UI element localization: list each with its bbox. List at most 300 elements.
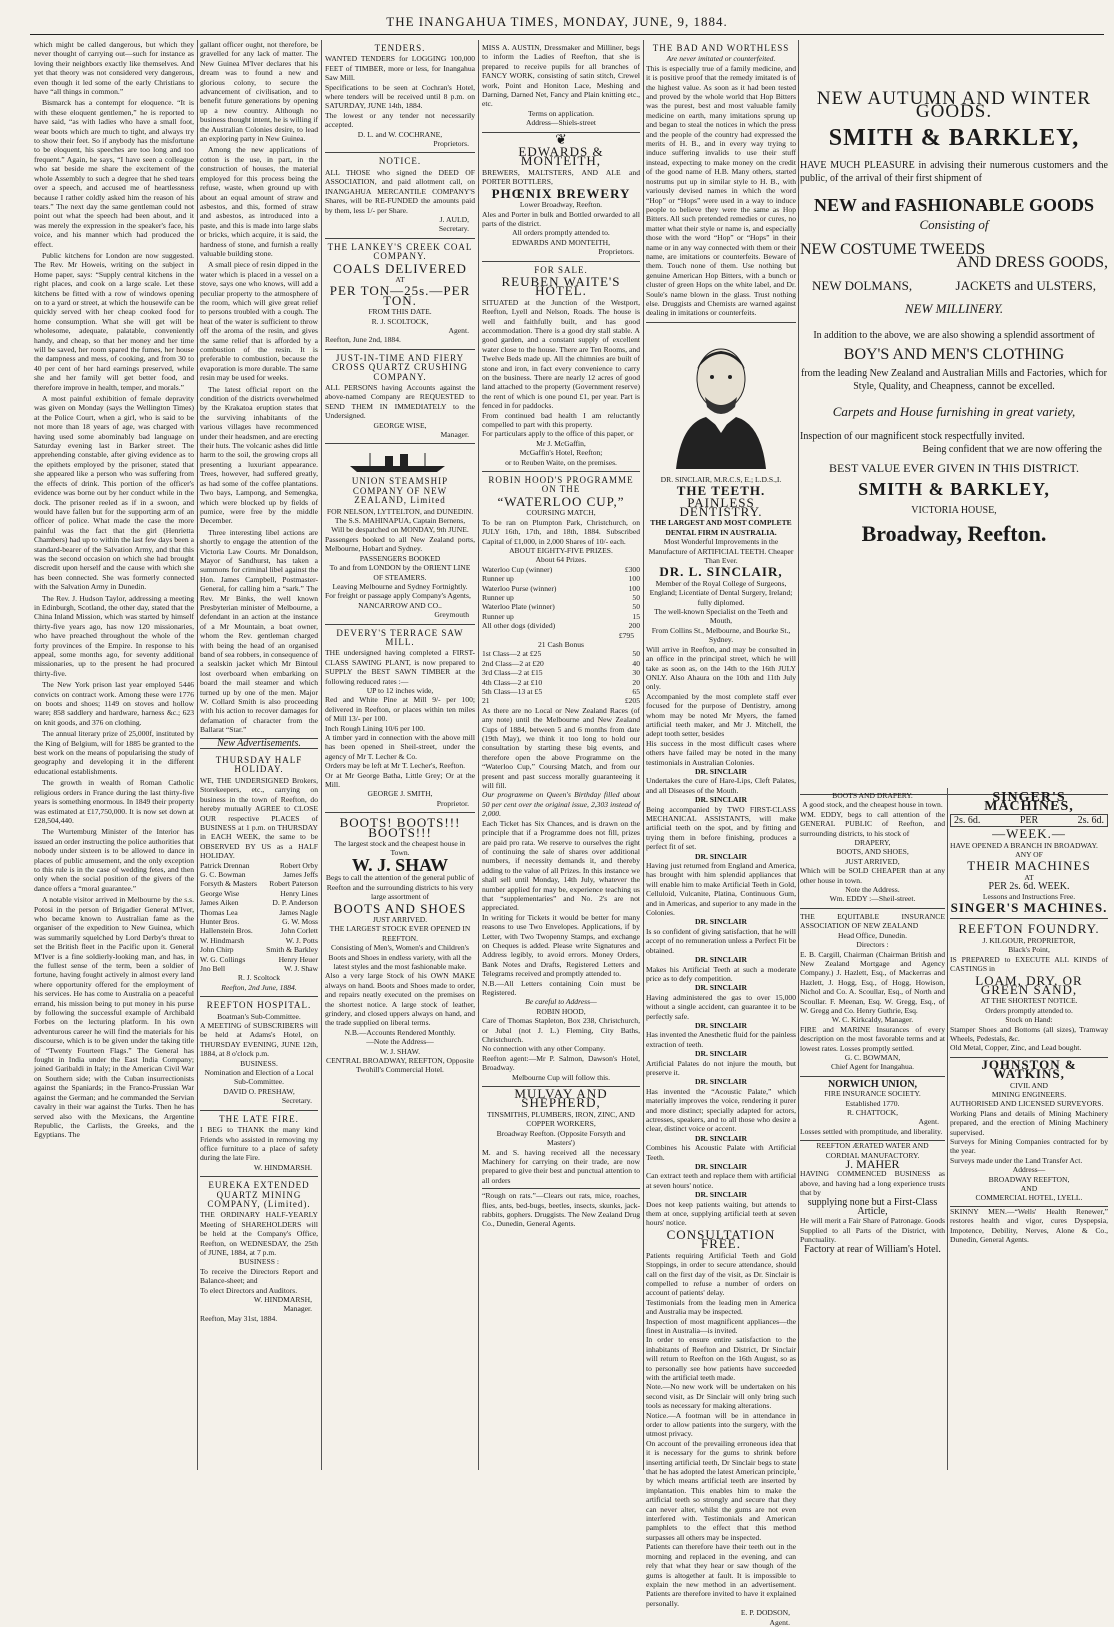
column-divider [478,40,479,1470]
ad-body: N.B.—All Letters containing Coin must be Registered. [482,978,640,997]
ad-title: THE EQUITABLE INSURANCE ASSOCIATION OF NEW ZEALAND [800,911,945,931]
table-cell: Runner up [482,592,514,602]
masthead: THE INANGAHUA TIMES, MONDAY, JUNE, 9, 1884. [386,14,728,29]
sinclair-item: Being accompanied by TWO FIRST-CLASS MECHANICAL ASSISTANTS, will make artificial teeth on the spot, and by fitting and trying them in before finishing, produces a perfect fit of set. [646,804,796,852]
ad-headline: BOY'S AND MEN'S CLOTHING [843,346,1065,363]
ad-dr-sinclair [646,329,796,1627]
ad-eureka [200,1177,318,1327]
ad-body: Surveys made under the Land Transfer Act. [950,1155,1083,1165]
ad-signature: D. L. and W. COCHRANE, [357,129,443,139]
signatory: James Jeffs [283,869,318,879]
table-cell: 21 [482,696,490,706]
ad-body: I BEG to THANK the many kind Friends who assisted in removing my office furniture to a place of safety during the late Fire. [200,1125,318,1163]
ad-headline: PAINLESS DENTISTRY. [679,494,763,519]
ad-text: FIRE INSURANCE SOCIETY. [824,1089,921,1099]
ad-signature-title: Manager. [440,430,469,440]
news-paragraph: The Rev. J. Hudson Taylor, addressing a meeting in Edinburgh, Scotland, the other day, stated that the China Inland Mission, which was started by himself thirty-five years ago, has now 120 missionaries, who have preached throughout the whole of the forty provinces of the Empire. In response to his appeal, some months ago, for seventy additional missionaries, up to the present he had procured thirty-five. [34,593,194,678]
table-cell: All other dogs (divided) [482,621,556,631]
ad-body: “Rough on rats.”—Clears out rats, mice, roaches, flies, ants, bed-bugs, beetles, insects, skunks, jack-rabbits, gophers. Druggists. The New Zealand Drug Co., Dunedin, General Agents. [482,1188,640,1229]
ad-signature-title: Proprietors. [433,139,469,149]
ad-body: Care of Thomas Stapleton, Box 238, Christchurch, or Jubal (not J. L.) Fleming, City Baths, Christchurch. [482,1016,640,1045]
ad-smith-barkley [800,88,1108,795]
ad-title: THURSDAY HALF HOLIDAY. [215,755,303,775]
ad-body: A MEETING of SUBSCRIBERS will be held at Adams's Hotel, on THURSDAY EVENING, JUNE 12th, 1884, at 8 o'clock p.m. [200,1021,318,1059]
ad-text: Most Wonderful Improvements in the Manufacture of ARTIFICIAL TEETH. Cheaper Than Ever. [648,537,794,566]
ad-eddy [800,788,945,909]
ad-text: Consisting of [919,217,989,232]
ad-body: WE, THE UNDERSIGNED Brokers, Storekeepers, etc., carrying on business in the town of Reefton, do hereby mutually AGREE to CLOSE OUR respective PLACES of BUSINESS at 1 p.m. on THURSDAY in EACH WEEK, the same to be OBSERVED BY US as a HALF HOLIDAY. [200,775,318,861]
ad-signature: DAVID O. PRESHAW, [223,1086,295,1096]
ad-label: BUSINESS : [239,1257,279,1267]
ad-text: UP to 12 inches wide, [366,685,434,695]
table-cell: 4th Class—2 at £10 [482,677,543,687]
column-3-ads [325,40,475,1470]
sinclair-item: Can extract teeth and replace them with artificial at seven hours' notice. [646,1171,796,1190]
ad-body: Passengers booked to all New Zealand ports, Melbourne, Hobart and Sydney. [325,534,475,554]
sinclair-heading: DR. SINCLAIR [695,1077,747,1087]
ad-headline: PHŒNIX BREWERY [491,185,631,201]
ad-headline: “WATERLOO CUP,” [497,493,625,509]
ad-text: Melbourne Cup will follow this. [511,1072,611,1082]
ad-text: Address— [1012,1165,1046,1175]
table-row [482,678,640,687]
prize-total: £795 [618,630,634,640]
sinclair-heading: DR. SINCLAIR [695,766,747,776]
ad-signature-title: Manager. [283,1304,312,1314]
ad-text: MINING ENGINEERS. [991,1089,1067,1099]
ad-text: AT THE SHORTEST NOTICE. [980,996,1078,1006]
sinclair-item: Has invented the Anesthetic fluid for the painless extraction of teeth. [646,1030,796,1049]
ad-body: Consisting of Men's, Women's and Children's Boots and Shoes in endless variety, with all the latest styles and the most fashionable make. [328,943,472,971]
table-cell: £205 [624,696,640,706]
price-row [950,814,1108,827]
news-paragraph: Among the new applications of cotton is the use, in part, in the construction of houses, the material employed for this process being the refuse, waste, when ground up with about an equal amount of straw and asbestos, and this, formed of straw and asbestos, as introduced into a paste, and this is made into large slabs or bricks, which acquire, it is said, the hardness of stone, and furnish a really valuable building stone. [200,145,318,258]
ad-signature: ROBIN HOOD, [536,1006,586,1016]
ad-headline: SMITH & BARKLEY, [828,125,1080,151]
signatory: G. C. Bowman [200,869,246,879]
ad-body: Old Metal, Copper, Zinc, and Lead bought. [950,1043,1082,1053]
signatory: Hunter Bros. [200,916,240,926]
ad-body: Begs to call the attention of the general public of Reefton and the surrounding districts to his very large assortment of [325,873,475,902]
ad-text: Mr J. McGaffin, [536,438,586,448]
ad-headline: THEIR MACHINES [967,858,1091,874]
ad-signature-title: Chief Agent for Inangahua. [830,1062,915,1072]
portrait-caption: DR. SINCLAIR, M.R.C.S, E.; L.D.S.,I. [660,474,782,484]
signatory: James Aiken [200,898,239,908]
table-cell: 100 [628,574,640,584]
ad-body: THE ORDINARY HALF-YEARLY Meeting of SHAREHOLDERS will be held at the Company's Office, Reefton, on WEDNESDAY, the 25th of JUNE, 1884, at 7 p.m. [200,1210,318,1257]
signatory-row [200,908,318,917]
table-cell: 65 [632,687,640,696]
ad-just-in-time [325,350,475,445]
ad-text: Will be despatched on MONDAY, 9th JUNE. [331,525,469,535]
ad-body: Losses settled with promptitude, and liberality. [800,1126,943,1136]
ad-signature-title: Agent. [448,325,469,335]
ad-text: Address—Shiels-street [525,118,597,128]
ad-body: Which will be SOLD CHEAPER than at any other house in town. [800,866,945,885]
sinclair-heading: DR. SINCLAIR [695,851,747,861]
ad-text: PER 2s. 6d. WEEK. [988,881,1070,893]
signatory: W. J. Shaw [284,964,318,973]
table-cell: 5th Class—13 at £5 [482,687,543,696]
ad-reefton-foundry [950,919,1108,1057]
ad-headline: LOAM, DRY, OR GREEN SAND, [975,972,1083,997]
ad-text: AT [395,274,405,284]
ad-body: From continued bad health I am reluctantly compelled to part with this property. [482,410,640,430]
signatory: Forsyth & Masters [200,879,257,889]
ad-title: REEFTON HOSPITAL. [206,1000,312,1011]
signatory: R. J. Scoltock [237,973,281,983]
ad-signature-title: Proprietor. [436,798,469,808]
ad-date: Reefton, June 2nd, 1884. [325,335,401,345]
table-cell: 3rd Class—2 at £15 [482,668,543,678]
ad-body: Inspection of our magnificent stock respectfully invited. [800,431,1025,442]
column-divider [197,40,198,1470]
news-paragraph: The Wurtemburg Minister of the Interior has issued an order instructing the police authorities that nobody under sixteen is to be allowed to dance in places of public amusement, and the only exception to this rule is in the case of wedding fetes, and then only when the social position of the givers of the dance offers a “moral guarantee.” [34,827,194,893]
column-divider [798,40,799,1470]
price: 2s. 6d. [954,814,981,826]
ad-text: Stock on Hand: [1005,1015,1053,1025]
signatory-row [200,955,318,964]
news-paragraph: Bismarck has a contempt for eloquence. “It is with these eloquent gentlemen,” he is reported to have said, “as with ladies who have a small foot, wear boots which are much to tight, and always try to show their feet. So if anybody has the misfortune to be eloquent, his speeches are too long and too frequent.” Again, he says, “I have seen a colleague who sat beside me share the excitement of the whole Assembly to such a degree that he shed tears over a speech, and accused me of heartlessness because I rather coldly asked him the reason of his tears.” The next day the same gentleman could not point out what the speech had been about, and it was merely the expression in the speaker's face, his voice, and his manner which had produced the effect. [34,98,194,249]
table-cell: 200 [628,621,640,631]
ad-signature: W. J. SHAW. [380,1046,420,1056]
ad-text: Note the Address. [845,885,900,895]
ad-text: Leaving Melbourne and Sydney Fortnightly. [332,581,468,591]
ad-text: PASSENGERS BOOKED [359,553,441,563]
table-cell: 20 [632,677,640,687]
table-row [482,612,640,621]
ad-text: Directors : [856,940,889,950]
ad-text: FOR NELSON, LYTTELTON, and DUNEDIN. [326,506,474,516]
ad-mulvay-shepherd [482,1086,640,1229]
table-cell: £300 [624,564,640,574]
ad-body: AUTHORISED AND LICENSED SURVEYORS. [950,1099,1104,1109]
ad-headline: SINGER'S MACHINES. [950,900,1108,916]
sinclair-item: Combines his Acoustic Palate with Artificial Teeth. [646,1143,796,1162]
ad-edwards-monteith [482,133,640,262]
portrait-image [661,329,781,469]
ad-headline: SINGER'S MACHINES, [984,790,1074,815]
ad-signature: NANCARROW AND CO.. [358,600,442,610]
ad-label: BUSINESS. [240,1058,278,1068]
ad-text: COMMERCIAL HOTEL, LYELL. [975,1193,1083,1203]
signatory-row [200,926,318,935]
ad-body: Orders may be left at Mr T. Lecher's, Reefton. [325,761,466,771]
news-paragraph: A notable visitor arrived in Melbourne by the s.s. Potosi in the person of Brigadier General M'Iver, who became known to Australian fame as the organiser of the expedition to New Guinea, which was summarily squelched by Lord Derby's threat to set the British fleet in the Pacific upon it. General M'Iver is a fine soldierly-looking man, and has, in the fullest sense of the term, been a soldier of fortune, having fought actively in almost every land where opportunity offered for the employment of his services. He has come to Australia on a peaceful errand, his mission being to put money in his purse by following the successful example of Archibald Forbes on the lecturing platform. In his own adventurous career he will find the materials for his discourse, which is to be given under the taking title of “Twenty Fourteen Flags.” The General has fought in India under the East India Company; joined Garibaldi in Italy; in the American Civil War on Southern side; with the Cuban insurrectionists against the Spaniards; in the Franco-Prussian War against the German; and he commanded the Servian cavalry in their war against the Turks. Then he has served also with the Mexicans, the Argentine Republic, the Carlists, the Greeks, and the Egyptians. The [34,895,194,1140]
news-paragraph: gallant officer ought, not therefore, be gravelled for any lack of matter. The New Guinea M'Iver declares that his dream was to found a new and glorious colony, to secure the advancement of civilisation, and to benefit future generations by opening up a new country. Although no business thought intent, he is willing if the Australian Colonies desire, to lead an exploring party in New Guinea. [200,40,318,144]
ad-signature-title: Proprietors. [598,247,634,257]
ad-body: Also a very large Stock of his OWN MAKE always on hand. Boots and Shoes made to order, and repairs neatly executed on the premises on the shortest notice. A large stock of leather, grindery, and closed uppers always on hand, and the trade supplied on liberal terms. [325,971,475,1028]
ad-text: Terms on application. [528,108,594,118]
ad-coal [325,239,475,350]
ad-title: BOOTS AND DRAPERY. [832,791,913,800]
ad-text: DRAPERY, [854,838,891,848]
ad-body: As there are no Local or New Zealand Races (of any note) until the Melbourne and New Zealand Cups of 1884, between 5 and 6 months from date (19th May), we think it too long to hold our consultation by starting these big events, and therefore open the above Programme on the “Waterloo Cup,” Coursing Match, and from our present and past success morally guaranteeing it will fill. [482,705,640,791]
ad-headline: —WEEK.— [992,826,1066,842]
ad-headline: NEW AUTUMN AND WINTER GOODS. [816,88,1092,122]
ad-text: All orders promptly attended to. [512,228,610,238]
sinclair-item: Is so confident of giving satisfaction, that he will accept of no remuneration unless a Perfect Fit be obtained. [646,926,796,955]
ad-text: Member of the Royal College of Surgeons, England; Licentiate of Dental Surgery, Ireland; fully diplomed. [649,578,793,607]
table-cell: 1st Class—2 at £25 [482,649,542,659]
steamship-icon [345,451,455,473]
ad-body: WM. EDDY, begs to call attention of the GENERAL PUBLIC of Reefton, and surrounding districts, to his stock of [800,809,945,838]
ad-text: BOOTS, AND SHOES, [836,847,909,857]
news-paragraph: Three interesting libel actions are shortly to engage the attention of the Victoria Law Courts. Mr Donaldson, Mayor of Sandhurst, has taken a summons for criminal libel against the Hon. James Campbell, Postmaster-General, for calling him a “sark.” The Rev. Mr Binks, the well known Presbyterian minister of Melbourne, a defendant in an action at the instance of a Mr Mountain, a boat owner, whom the Rev. gentleman charged with being the head of an organised band of sea robbers, in consequence of a sealskin jacket which Mr Bintoul lost overboard when embarking on board the mail steamer and which turned up by one of the men. Major W. Collard Smith is also proceeding with his action to recover damages for defamation of character from the Ballarat “Star.” [200,527,318,735]
ad-headline: DR. L. SINCLAIR, [659,564,783,580]
column-divider [643,40,644,1470]
ad-body: ALL THOSE who signed the DEED OF ASSOCIATION, and paid allotment call, on INANGAHUA MERCANTILE COMPANY'S Shares, will be RE-FUNDED the amounts paid by them, less 1/- per Share. [325,167,475,215]
ad-headline: JOHNSTON & WATKINS, [981,1056,1077,1082]
ad-text: NEW DOLMANS, [812,278,913,293]
ad-body: A timber yard in connection with the above mill has been opened in Sheil-street, under the agency of Mr T. Lecher & Co. [325,733,475,761]
ad-hospital [200,997,318,1110]
signatory-list [200,861,318,974]
signatory: Robert Paterson [269,879,318,889]
ad-body: Each Ticket has Six Chances, and is drawn on the principle that if a Programme does not fill, prizes are paid pro rata. We reserve to ourselves the right of continuing the sale of shares over additional numbers, if necessity demands it, and thereby adding to the value of all Prizes. In this instance we shall sell until Monday, 14th July, whatever the number applied for may be, experience teaching us that “supplementaries” and No. 2's are not appreciated. [482,818,640,913]
eagle-emblem-icon: ❦ [555,132,567,148]
ad-body: Specifications to be seen at Cochran's Hotel, where tenders will be received until 8 p.m. on SATURDAY, JUNE 14th, 1884. [325,82,475,111]
ad-body: Or at Mr George Batha, Little Grey; Or at the Mill. [325,770,475,790]
table-row [482,593,640,602]
ad-body: Stamper Shoes and Bottoms (all sizes), Tramway Wheels, Pedestals, &c. [950,1024,1108,1043]
ad-text: AT [1024,872,1034,882]
table-row [482,687,640,696]
ad-text: About 64 Prizes. [535,555,587,565]
sinclair-heading: DR. SINCLAIR [695,955,747,965]
ad-body: To receive the Directors Report and Balance-sheet; and [200,1266,318,1286]
signatory: John Corlett [280,926,318,936]
ad-body: BREWERS, MALTSTERS, AND ALE and PORTER BOTTLERS, [482,167,640,187]
ad-body: MISS A. AUSTIN, Dressmaker and Milliner, begs to inform the Ladies of Reefton, that she is prepared to receive pupils for all branches of FANCY WORK, consisting of satin stitch, Crewel work, Point and Honiton Lace, Meshing and Darning, Darned Net, Fancy and Plain knitting etc., etc. [482,43,640,109]
ad-body: HAVE OPENED A BRANCH IN BROADWAY. [950,840,1098,850]
ad-title: NORWICH UNION, [827,1078,918,1090]
ad-body: Patients can therefore have their teeth out in the morning and replaced in the evening, and can rely that what they hear or saw though of the gums is altogether at fault. It is impossible to explain the new method in an advertisement. Patients are therefore invited to have it explained personally. [646,1542,796,1608]
signatory: Hallenstein Bros. [200,926,253,936]
ad-johnston-watkins [950,1056,1108,1245]
ad-headline: EDWARDS & MONTEITH, [518,144,604,169]
ad-text: CIVIL AND [1010,1080,1048,1090]
sinclair-heading: DR. SINCLAIR [695,1020,747,1030]
sinclair-heading: DR. SINCLAIR [695,1190,747,1200]
ad-body: Surveys for Mining Companies contracted for by the year. [950,1137,1108,1156]
ad-headline: THE TEETH. [676,483,766,499]
ad-text: Lessons and Instructions Free. [982,891,1076,901]
sinclair-item: Makes his Artificial Teeth at such a moderate price as to defy competition. [646,964,796,983]
table-cell: 100 [628,583,640,593]
ad-body: In writing for Tickets it would be better for many reasons to use Two Envelopes. Applications, if by Letter, with Two Twopenny Stamps, and exchange on Cheques is added. Please write Signatures and Address legibly, to avoid errors. Money Orders, Bank Notes and Drafts, Registered Letters and Telegrams received and promptly attended to. [482,912,640,979]
ad-body: He will merit a Fair Share of Patronage. Goods Supplied to all Parts of the District, with Punctuality. [800,1216,945,1245]
signatory: Smith & Barkley [266,945,318,955]
signatory: Patrick Drennan [200,860,250,870]
ad-body: Accompanied by the most complete staff ever focused for the purpose of Dentistry, among whom may be noted Mr Myers, the famed artificial teeth maker, and Mr J. Mitchell, the adept tooth setter, besides [646,691,796,739]
news-paragraph: The growth in wealth of Roman Catholic religious orders in France during the last thirty-five years is something enormous. In 1849 their property was estimated at £17,750,000. It is now set down at £28,504,440. [34,778,194,825]
news-paragraph: The latest official report on the condition of the districts overwhelmed by the Krakatoa eruption states that the surviving inhabitants of the various villages have recommenced under their headsmen, and are erecting their huts. The volcanic ashes did little harm to the soil, the growing crops all presenting a luxuriant appearance. Trees, however, had suffered greatly, as had some of the coffee plantations. Two bays, Lampong, and Semengka, which were blocked up by fields of pumice, were free by the middle December. [200,384,318,526]
ad-robin-hood [482,472,640,1087]
ad-text: NEW COSTUME TWEEDS [800,241,986,258]
ad-signature: EDWARDS AND MONTEITH, [511,237,611,247]
ad-body: Nomination and Election of a Local Sub-Committee. [204,1068,314,1087]
ad-body: ALL PERSONS having Accounts against the above-named Company are REQUESTED to SEND THEM IN IMMEDIATELY to the Undersigned. [325,383,475,421]
sinclair-heading: DR. SINCLAIR [695,795,747,805]
ad-body: To be ran on Plumpton Park, Christchurch, on JULY 16th, 17th, and 18th, 1884. Subscribed Capital of £1,000, in 2,000 Shares of 10/- each. [482,517,640,546]
ad-text: Head Office, Dunedin. [837,930,908,940]
ad-headline: J. MAHER [845,1157,900,1172]
ad-body: IS PREPARED to EXECUTE ALL KINDS of CASTINGS in [950,954,1108,974]
ad-title: EUREKA EXTENDED QUARTZ MINING COMPANY, (Limited). [207,1180,311,1209]
ad-body: The lowest or any tender not necessarily accepted. [325,110,475,130]
ad-text: Carpets and House furnishing in great variety, [832,404,1076,419]
news-paragraph: A small piece of resin dipped in the water which is placed in a vessel on a stove, says one who knows, will add a peculiar property to the atmosphere of the room, which will give great relief to persons troubled with a cough. The heat of the water is sufficient to throw off the aroma of the resin, and gives the same relief that is afforded by a combustion of the resin. It is preferable to combustion, because the evaporation is more durable. The same resin may be used for weeks. [200,260,318,383]
ad-text: COURSING MATCH, [526,508,596,518]
ad-aerated-water [800,1141,945,1254]
signatory-row [200,964,318,973]
section-header-new-advertisements: New Advertisements. [200,738,318,749]
ad-body: Ales and Porter in bulk and Bottled orwarded to all parts of the district. [482,209,640,228]
table-row [482,565,640,574]
table-cell: 40 [632,658,640,668]
ad-text: A good stock, and the cheapest house in town. [802,800,943,810]
table-cell: 2nd Class—2 at £20 [482,658,544,668]
signatory: W. Hindmarsh [200,935,245,945]
ad-for-sale [482,262,640,473]
ad-headline: BEST VALUE EVER GIVEN IN THIS DISTRICT. [829,461,1079,475]
ad-headline: Broadway, Reefton. [861,521,1047,546]
signatory: W. G. Collings [200,954,246,964]
ad-text: Factory at rear of William's Hotel. [804,1243,941,1255]
ad-headline: W. J. SHAW [351,854,449,875]
news-paragraph: The New York prison last year employed 5446 convicts on contract work. Among these were 1776 on boots and shoes; 1149 on stoves and hollow ware; 858 saddlery and hardware, harness &c.; 623 on knit goods, and 376 on clothing. [34,680,194,727]
ad-body: HAVING COMMENCED BUSINESS as above, and having had a long experience trusts that by [800,1169,945,1198]
ad-text: —Note the Address— [366,1037,434,1047]
sinclair-item: Does not keep patients waiting, but attends to them at once, supplying artificial teeth at seven hours' notice. [646,1199,796,1228]
ad-title: TENDERS. [374,43,426,53]
ad-signature: E. P. DODSON, [740,1608,790,1618]
ad-text: Orders promptly attended to. [985,1005,1073,1015]
column-1-news [34,40,194,1470]
ad-text: or to Reuben Waite, on the premises. [505,457,617,467]
ad-union-steamship [325,444,475,624]
ad-text: FROM THIS DATE. [368,307,432,317]
ad-body: For particulars apply to the office of this paper, or [482,429,634,439]
ad-body: HAVE MUCH PLEASURE in advising their numerous customers and the public, of the arrival of their first shipment of [800,160,1108,184]
ad-text: JACKETS and ULSTERS, [955,278,1096,293]
column-2 [200,40,318,1470]
signatory: Jno Bell [200,964,226,973]
ad-body: E. B. Cargill, Chairman (Chairman British and New Zealand Mortgage and Agency Company.) J. Hazlett, Esq., of Mackerras and Hazlett, J. Hogg, Esq., of Hogg, Howison, Nichol and Co. A. Scoullar, Esq., of North and Scoullar. F. Meenan, Esq. W. Gregg, Esq., of W. Gregg and Co. Henry Guthrie, Esq. [800,949,945,1015]
signatory-row [200,917,318,926]
ad-signature: W. HINDMARSH. [253,1162,312,1172]
signatory: Henry Lines [280,888,318,898]
ad-signature-title: Agent. [918,1117,939,1127]
ad-text: TINSMITHS, PLUMBERS, IRON, ZINC, AND COPPER WORKERS, [486,1109,636,1129]
ad-tenders [325,40,475,153]
news-paragraph: A most painful exhibition of female depravity was given on Monday (says the Wellington Times) at the Police Court, when a girl, who is said to be not more than 18 years of age, was charged with having used some abominably bad language on Saturday evening last in Barker street. The apprehending constable, after giving evidence as to the epithets employed by the prisoner, stated that she appeared like a person who was suffering from the effects of drink. This portion of the officer's evidence was borne out by her conduct while in the dock. The prisoner reeled as if in a swoon, and would have fallen but for the supporting arm of an officer of police. What made the case the more painful was the fact that the girl (Henrietta Chambers) had up to within the last few days been a standard-bearer of the Salvation Army, and that this was the second occasion on which she had brought discredit upon herself and the cause with which she has been connected. She was formerly connected with the Salvation Army in Dunedin. [34,394,194,592]
sinclair-item: Has invented the “Acoustic Palate,” which materially improves the voice, rendering it purer and more distinct; specially adapted for actors, actresses, speakers, and to all those who desire a clear, distinct voice or accent. [646,1086,796,1134]
column-6-right [950,788,1108,1244]
signatory: D. P. Anderson [272,898,318,908]
ad-text: The largest stock and the cheapest house in Town. [334,839,466,858]
table-row [482,659,640,668]
ad-body: Notice.—A footman will be in attendance in order to allow patients into the surgery, with the utmost privacy. [646,1410,796,1439]
news-paragraph: Public kitchens for London are now suggested. The Rev. Mr Howeis, writing on the subject in Home paper, says: “Supply central kitchens in the right places, and cook on a large scale. Let these kitchens be fitted with a row of windows opening on to a yard or street, at which the housewife can be quickly served with her cheap cooked food for home consumption. What she will get will be wholesome, adequate, palatable, conveniently handy, and cheap, so that her money and her time will be saved, her room spared the fumes, her house the dampness and mess, of cooking, and from 30 to 40 per cent of her hard earnings preserved, while she and her family will get better food, and therefore improve in health, temper, and morals.” [34,250,194,392]
ad-text-row [812,279,1096,292]
ad-price: PER TON—25s.—PER TON. [329,283,471,308]
signatory: Henry Heuer [278,954,318,964]
signatory-row [200,889,318,898]
ad-headline: BOOTS! BOOTS!!! BOOTS!!! [339,815,461,840]
ad-signature: GEORGE WISE, [373,420,427,430]
ad-title: DEVERY'S TERRACE SAW MILL. [336,627,464,647]
ad-title: THE LATE FIRE. [219,1113,299,1124]
sinclair-list [646,739,796,1228]
table-cell: 50 [632,649,640,659]
ad-norwich-union [800,1077,945,1141]
ad-signature: J. AULD, [439,214,469,224]
ad-text: Lower Broadway, Reefton. [519,200,603,210]
ad-text: Established 1770. [845,1098,900,1108]
ad-text: THE LARGEST STOCK EVER OPENED IN REEFTON. [329,924,471,943]
ad-signature: GEORGE J. SMITH, [367,789,433,799]
signatory: Thomas Lea [200,907,238,917]
sinclair-item: Having administered the gas to over 15,000 without a single accident, can guarantee it to be perfectly safe. [646,992,796,1021]
signatory-row [200,861,318,870]
ad-body: M. and S. having received all the necessary Machinery for carrying on their trade, are now prepared to give their best and punctual attention to all orders [482,1147,640,1185]
ad-text: McGaffin's Hotel, Reefton; [519,448,603,458]
table-cell: Runner up [482,611,514,621]
ad-signature: R. CHATTOCK, [846,1108,899,1117]
ad-body: Patients requiring Artificial Teeth and Gold Stoppings, in order to secure attendance, should call on the first day of the visit, as Dr. Sinclair is compelled to refuse a number of orders on account of patients' delay. [646,1250,796,1298]
column-5-ads [646,40,796,1627]
ad-signature: W. HINDMARSH, [253,1295,312,1304]
ad-body: Being confident that we are now offering the [922,444,1102,455]
ad-late-fire [200,1111,318,1177]
ad-shaw-boots [325,813,475,1075]
ad-headline: NEW and FASHIONABLE GOODS [814,195,1094,215]
ad-title: ROBIN HOOD'S PROGRAMME ON THE [488,475,634,495]
ad-body: On account of the prevailing erroneous idea that it is necessary for the gums to shrink before inserting artificial teeth, Dr Sinclair begs to state that he has adopted the latest American principle, by which means artificial teeth are inserted by implantation. This enables him to make the artificial teeth so strongly and secure that they can never alter, whilst the gums are not even interfered with. Testimonials and American pamphlets to the effect that this method surpasses all others may be inspected. [646,1438,796,1542]
bonus-table [482,649,640,696]
ad-title: REEFTON ÆRATED WATER AND CORDIAL MANUFACTORY. [816,1141,929,1160]
ad-signature-title: Secretary. [281,1096,312,1106]
ad-body: SKINNY MEN.—“Wells' Health Renewer,” restores health and vigor, cures Dyspepsia, Impotence, Debility, Nerves, Alone & Co., Dunedin, General Agents. [950,1206,1108,1245]
ad-body: THE undersigned having completed a FIRST-CLASS SAWING PLANT, is now prepared to SUPPLY the BEST SAWN TIMBER at the following reduced rates :— [325,648,475,686]
table-row [482,696,640,705]
ad-title: THE LANKEY'S CREEK COAL COMPANY. [327,241,473,262]
table-cell: Waterloo Cup (winner) [482,564,553,574]
ad-headline: CONSULTATION FREE. [666,1226,776,1252]
ad-body: Reefton agent:—Mr P. Salmon, Dawson's Hotel, Broadway. [482,1053,640,1073]
ad-body: No connection with any other Company. [482,1044,606,1054]
ad-body: Note.—No new work will be undertaken on his second visit, as Dr Sinclair will only bring such tools as necessary for making alterations. [646,1382,796,1411]
ad-title: UNION STEAMSHIP COMPANY OF NEW ZEALAND, Limited [351,476,449,506]
signatory: Robert Orby [279,860,318,870]
ad-title: JUST-IN-TIME AND FIERY CROSS QUARTZ CRUSHING COMPANY. [332,352,468,382]
ad-body: from the leading New Zealand and Australian Mills and Factories, which for Style, Quality, and Cheapness, cannot be excelled. [800,368,1108,392]
signatory-row [200,879,318,888]
table-row [482,649,640,658]
ad-headline: COALS DELIVERED [333,260,467,276]
ad-body: Inspection of most magnificent appliances—the finest in Australia—is invited. [646,1316,796,1335]
ad-date: Reefton, 2nd June, 1884. [221,982,297,992]
ad-text: JUST ARRIVED, [845,856,900,866]
masthead-rule [30,34,1104,35]
table-row [482,574,640,583]
ad-body: In order to ensure entire satisfaction to the inhabitants of Reefton and District, Dr Sinclair will return to Reefton on the 16th August, so as to personally see how patients have succeeded with the artificial teeth made. [646,1335,796,1382]
ad-notice [325,153,475,238]
ad-signature: G. C. BOWMAN, [844,1052,901,1062]
